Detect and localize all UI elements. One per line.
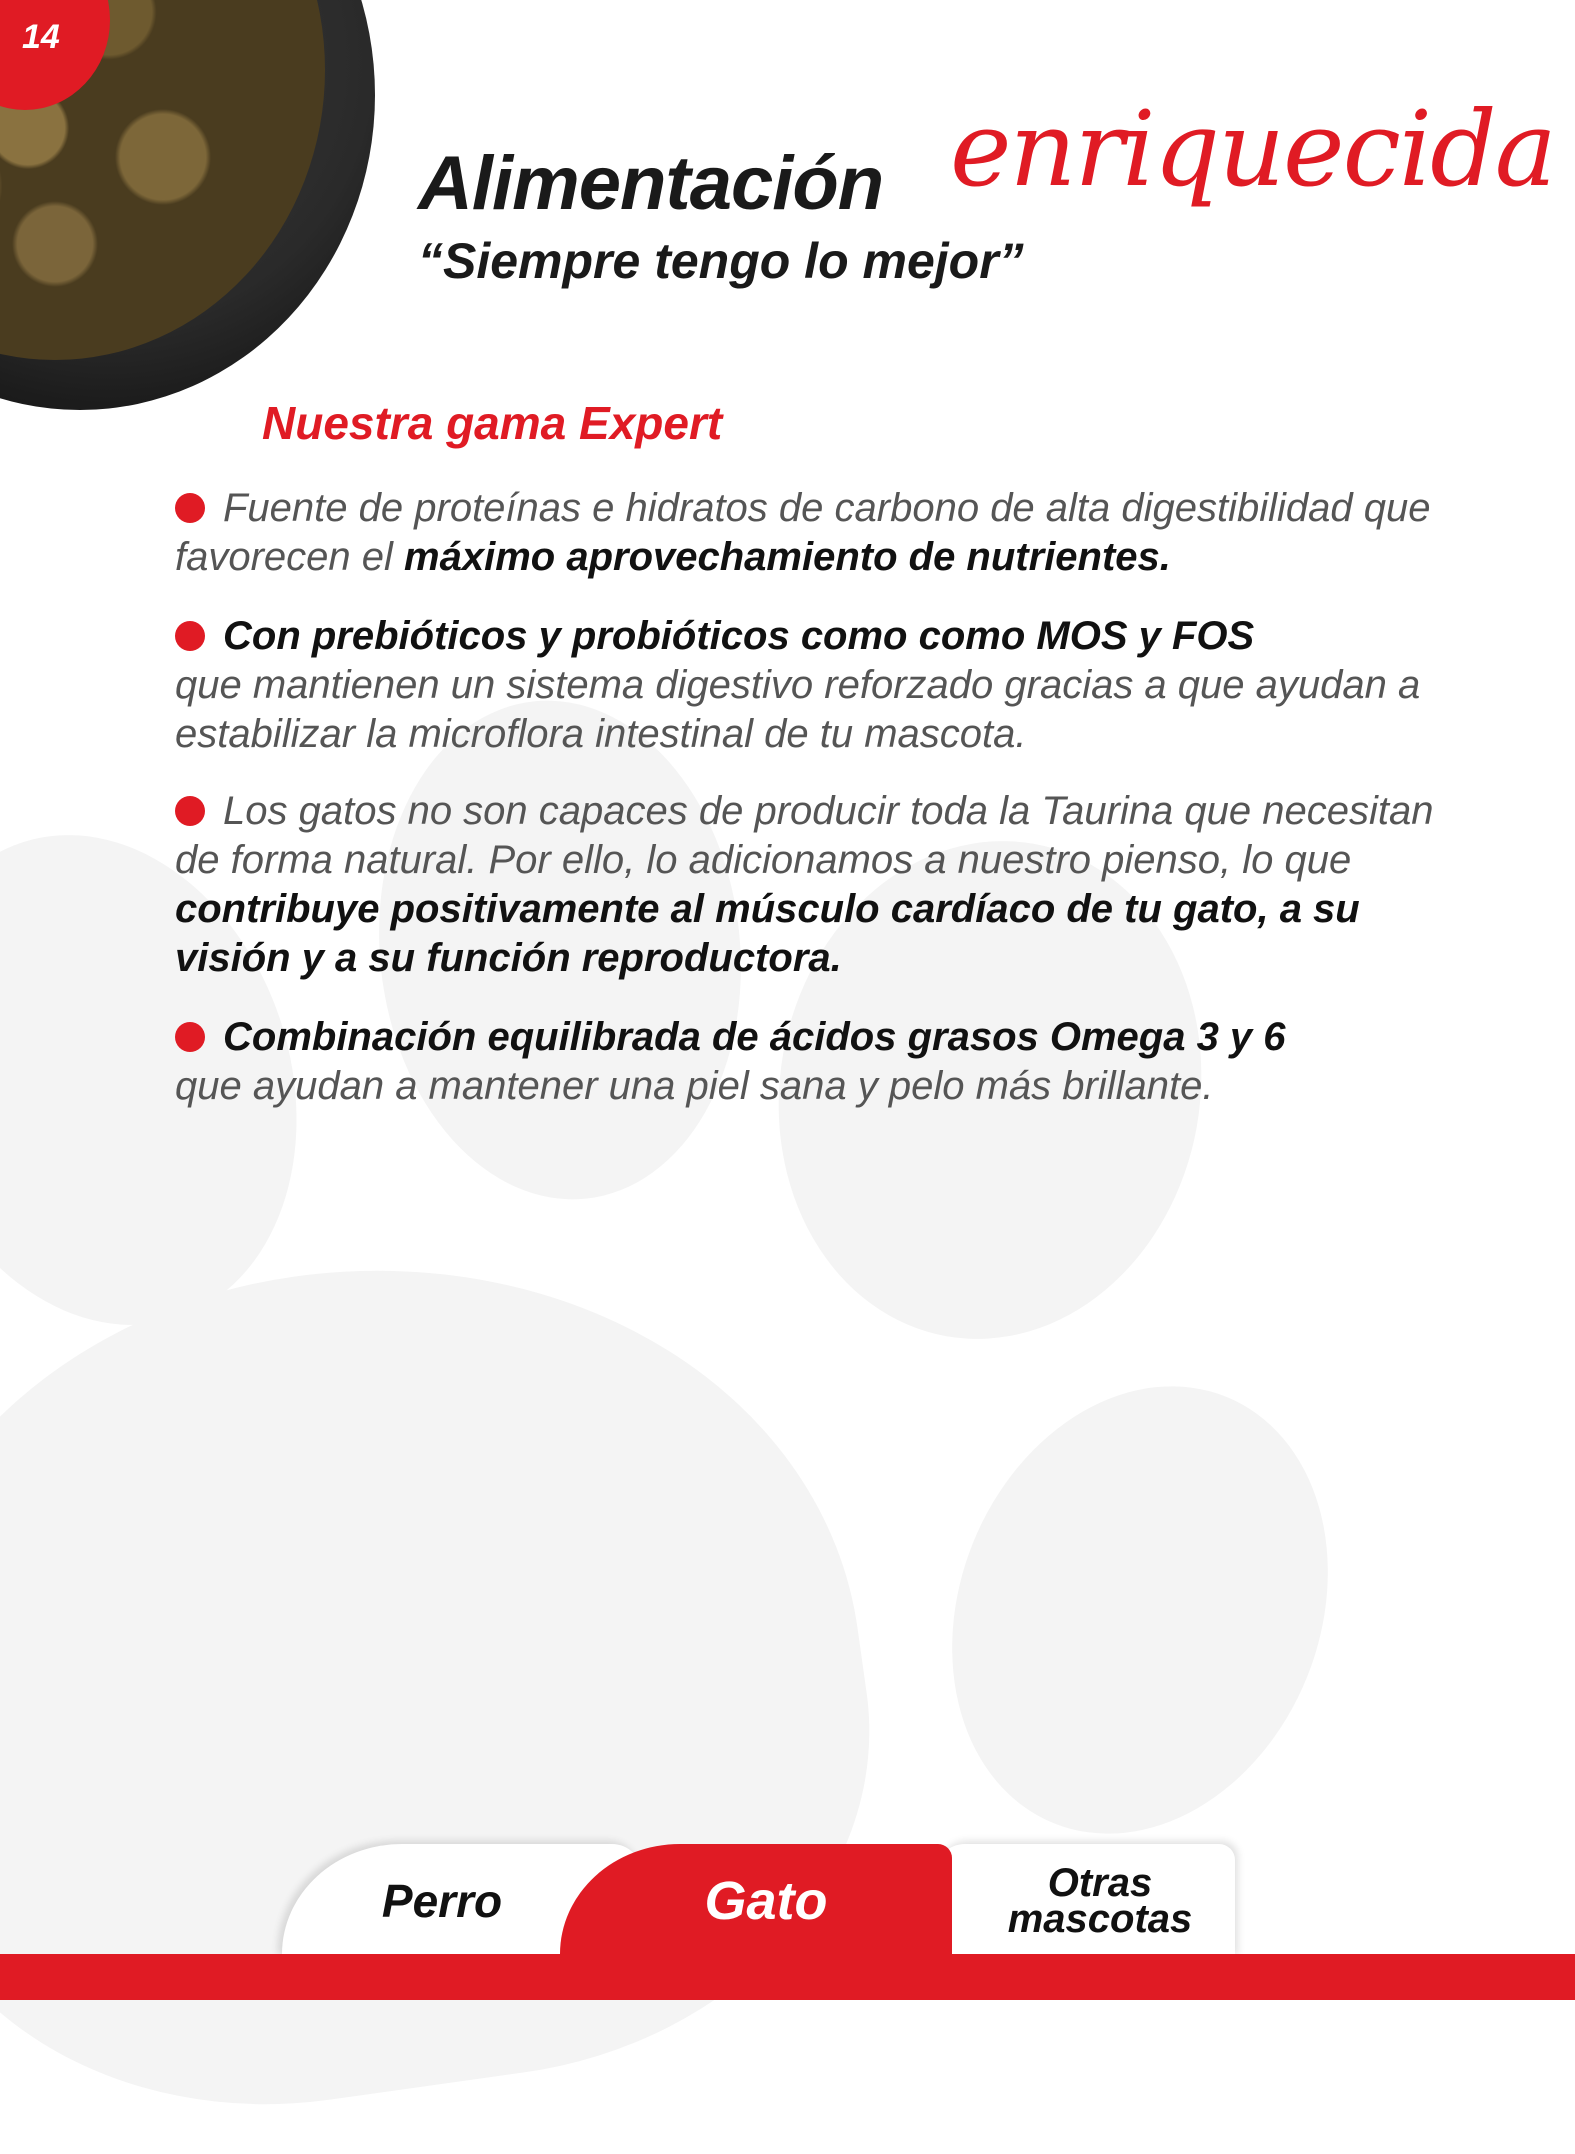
bullet-item-1 bbox=[175, 484, 1475, 582]
page-number: 14 bbox=[22, 18, 60, 56]
tab-otras-label bbox=[1007, 1861, 1193, 1941]
paw-toe-far-right bbox=[887, 1329, 1393, 1890]
bullet-text: Fuente de proteínas e hidratos de carbono de alta digestibilidad que favorecen el bbox=[175, 486, 1431, 579]
bullet-text: Los gatos no son capaces de producir toda la Taurina que necesitan de forma natural. Por ello, lo adicionamos a nuestro pienso, lo que bbox=[175, 789, 1434, 882]
bullet-text: que ayudan a mantener una piel sana y pelo más brillante. bbox=[175, 1064, 1214, 1108]
red-dot-icon bbox=[175, 621, 205, 651]
tab-otras-line2: mascotas bbox=[1007, 1897, 1193, 1941]
bullet-bold-text: Combinación equilibrada de ácidos grasos Omega 3 y 6 bbox=[223, 1015, 1286, 1059]
bottom-bar bbox=[0, 1954, 1575, 2000]
bullet-item-4 bbox=[175, 1013, 1475, 1111]
bullet-list bbox=[175, 484, 1475, 1141]
bullet-item-3 bbox=[175, 787, 1475, 983]
bullet-bold-text: máximo aprovechamiento de nutrientes. bbox=[404, 535, 1171, 579]
bullet-text: que mantienen un sistema digestivo reforzado gracias a que ayudan a estabilizar la microflora intestinal de tu mascota. bbox=[175, 663, 1421, 756]
section-title: Nuestra gama Expert bbox=[262, 397, 723, 449]
page-title: Alimentación bbox=[418, 141, 884, 226]
bullet-item-2 bbox=[175, 612, 1475, 759]
page-title-script: enriquecida bbox=[950, 88, 1555, 210]
red-dot-icon bbox=[175, 1022, 205, 1052]
bullet-bold-text: contribuye positivamente al músculo cardíaco de tu gato, a su visión y a su función reproductora. bbox=[175, 887, 1360, 980]
red-dot-icon bbox=[175, 493, 205, 523]
red-dot-icon bbox=[175, 796, 205, 826]
tab-gato[interactable] bbox=[560, 1844, 952, 1958]
tab-gato-label: Gato bbox=[704, 1871, 828, 1931]
paw-pad bbox=[0, 1206, 912, 2154]
tab-otras-line1: Otras bbox=[1047, 1861, 1153, 1905]
bullet-bold-text: Con prebióticos y probióticos como como MOS y FOS bbox=[223, 614, 1255, 658]
tab-perro-label: Perro bbox=[381, 1875, 503, 1927]
tab-otras-mascotas[interactable] bbox=[935, 1844, 1235, 1958]
page-subtitle: “Siempre tengo lo mejor” bbox=[418, 233, 1024, 289]
